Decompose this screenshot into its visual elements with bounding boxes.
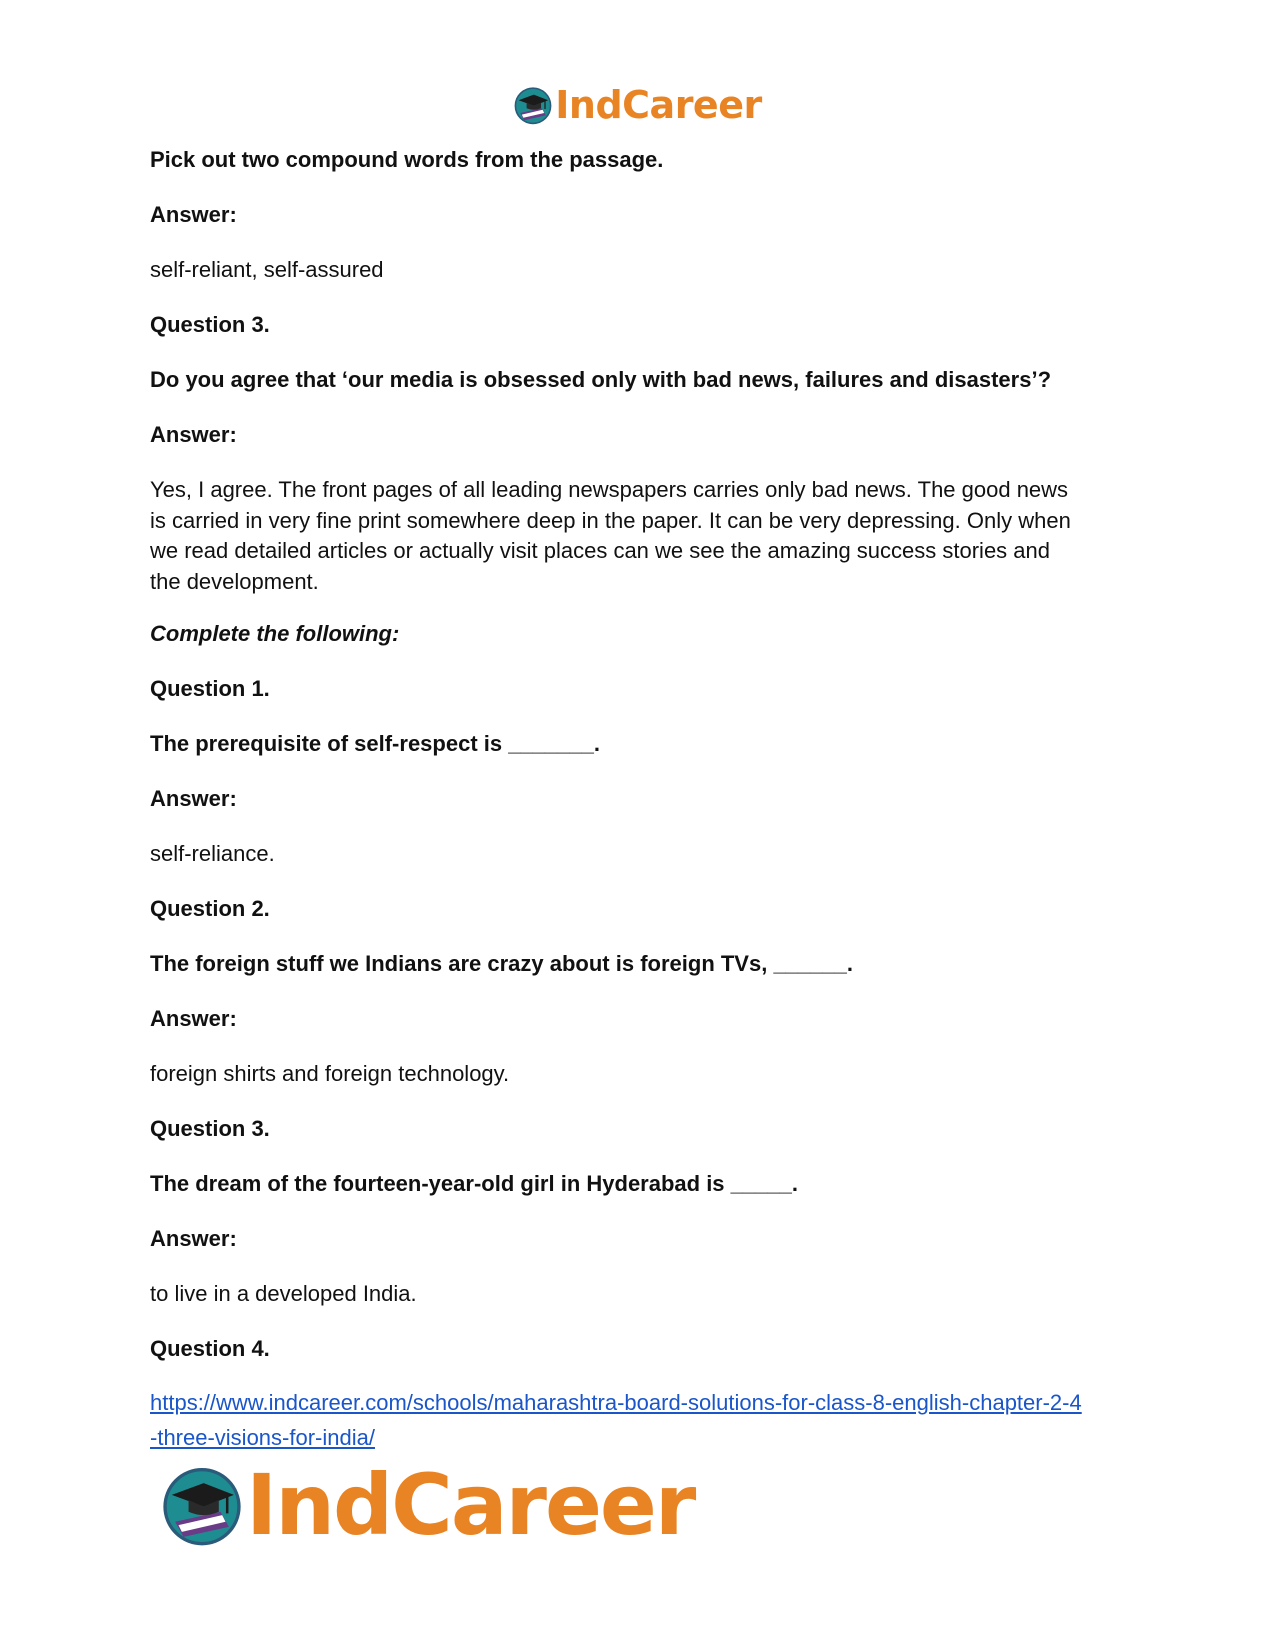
link-line-1: https://www.indcareer.com/schools/maharashtra-board-solutions-for-class-8-english-chapter-2-4 — [150, 1390, 1082, 1415]
footer-logo — [160, 1456, 695, 1554]
question-number: Question 2. — [150, 896, 270, 921]
question-text: The dream of the fourteen-year-old girl in Hyderabad is _____. — [150, 1171, 798, 1196]
paragraph-line: we read detailed articles or actually visit places can we see the amazing success stories and — [150, 538, 1051, 563]
answer-text: to live in a developed India. — [150, 1281, 417, 1306]
section-heading: Complete the following: — [150, 621, 400, 646]
question-number: Question 4. — [150, 1336, 270, 1361]
answer-label: Answer: — [150, 786, 237, 811]
answer-paragraph — [150, 475, 1130, 597]
answer-label: Answer: — [150, 202, 237, 227]
answer-text: foreign shirts and foreign technology. — [150, 1061, 510, 1086]
brand-logo-text: IndCareer — [555, 83, 762, 127]
question-text: The prerequisite of self-respect is _______. — [150, 731, 600, 756]
question-text: Pick out two compound words from the passage. — [150, 147, 664, 172]
paragraph-line: is carried in very fine print somewhere deep in the paper. It can be very depressing. Only when — [150, 507, 1071, 533]
source-link[interactable] — [150, 1385, 1140, 1455]
link-line-2: -three-visions-for-india/ — [150, 1425, 375, 1450]
answer-label: Answer: — [150, 1226, 237, 1251]
answer-label: Answer: — [150, 422, 237, 447]
question-text: The foreign stuff we Indians are crazy about is foreign TVs, ______. — [150, 951, 853, 976]
brand-logo-text: IndCareer — [246, 1456, 695, 1554]
header-logo — [0, 80, 1275, 130]
question-number: Question 3. — [150, 1116, 270, 1141]
question-number: Question 1. — [150, 676, 270, 701]
answer-label: Answer: — [150, 1006, 237, 1031]
document-body — [150, 145, 1130, 1372]
graduation-cap-book-globe-icon — [160, 1463, 244, 1547]
question-number: Question 3. — [150, 312, 270, 337]
paragraph-line: the development. — [150, 568, 319, 594]
paragraph-line: Yes, I agree. The front pages of all leading newspapers carries only bad news. The good news — [150, 477, 1069, 502]
answer-text: self-reliant, self-assured — [150, 257, 384, 282]
graduation-cap-book-globe-icon — [513, 85, 553, 125]
answer-text: self-reliance. — [150, 841, 275, 866]
question-text: Do you agree that ‘our media is obsessed only with bad news, failures and disasters’? — [150, 367, 1052, 392]
